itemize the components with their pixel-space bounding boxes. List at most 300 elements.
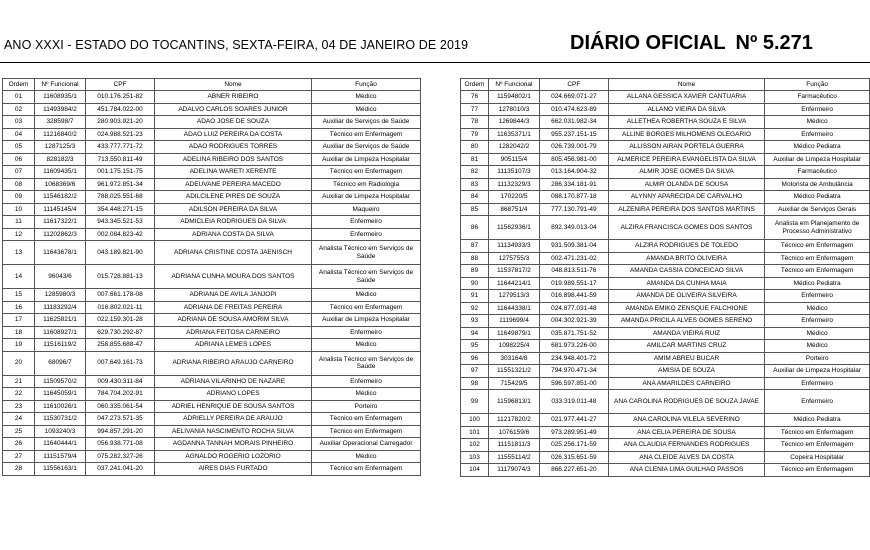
gazette-number: Nº 5.271	[735, 32, 813, 54]
cell-nome: AGNALDO ROGERIO LOZORIO	[155, 450, 312, 463]
cell-cpf: 024.877.031-48	[539, 302, 608, 315]
table-row	[461, 166, 870, 179]
cell-cpf: 004.302.921-39	[539, 315, 608, 328]
table-row	[461, 315, 870, 328]
cell-cpf: 024.669.071-27	[539, 91, 608, 104]
cell-cpf: 280.903.921-20	[86, 116, 155, 129]
cell-cpf: 043.189.821-90	[86, 241, 155, 265]
cell-ordem: 15	[3, 289, 35, 302]
table-header	[461, 79, 870, 91]
cell-nome: AMANDA DA CUNHA MAIA	[608, 277, 764, 290]
cell-ordem: 101	[461, 426, 489, 439]
table-row	[3, 241, 421, 265]
cell-nome: ADRIANA FEITOSA CARNEIRO	[155, 326, 312, 339]
cell-funcional: 1068369/6	[35, 178, 86, 191]
cell-nome: ADRIELLY PEREIRA DE ARAUJO	[155, 413, 312, 426]
table-row	[461, 390, 870, 414]
cell-ordem: 10	[3, 203, 35, 216]
cell-ordem: 90	[461, 277, 489, 290]
cell-funcional: 11151579/4	[35, 450, 86, 463]
cell-funcao: Técnico em Radiologia	[312, 178, 421, 191]
cell-cpf: 258.855.688-47	[86, 339, 155, 352]
cell-nome: ADRIANA CUNHA MOURA DOS SANTOS	[155, 265, 312, 289]
cell-ordem: 85	[461, 203, 489, 216]
cell-cpf: 596.597.851-00	[539, 377, 608, 390]
table-row	[461, 103, 870, 116]
cell-funcional: 11596813/1	[488, 390, 539, 414]
cell-nome: ANA AMARILDES CARNEIRO	[608, 377, 764, 390]
cell-ordem: 16	[3, 301, 35, 314]
cell-ordem: 96	[461, 352, 489, 365]
cell-nome: ANA CAROLINA RODRIGUES DE SOUZA JAVAE	[608, 390, 764, 414]
cell-nome: ABNER RIBEIRO	[155, 91, 312, 104]
cell-funcao: Técnico em Enfermagem	[312, 301, 421, 314]
header-ordem: Ordem	[461, 79, 489, 91]
cell-funcao: Maqueiro	[312, 203, 421, 216]
cell-ordem: 103	[461, 451, 489, 464]
table-row	[3, 203, 421, 216]
cell-funcional: 11610026/1	[35, 400, 86, 413]
header-cpf: CPF	[86, 79, 155, 91]
cell-funcao: Técnico em Enfermagem	[312, 425, 421, 438]
cell-cpf: 037.241.041-20	[86, 463, 155, 476]
cell-funcional: 11608927/1	[35, 326, 86, 339]
cell-funcao: Analista Técnico em Serviços de Saúde	[312, 265, 421, 289]
cell-nome: AGDANNA TANNAH MORAIS PINHEIRO	[155, 438, 312, 451]
cell-ordem: 97	[461, 365, 489, 378]
cell-funcao: Médico Pediatra	[765, 414, 870, 427]
cell-cpf: 026.739.001-79	[539, 141, 608, 154]
cell-ordem: 02	[3, 103, 35, 116]
table-row	[461, 128, 870, 141]
cell-ordem: 86	[461, 216, 489, 240]
cell-funcional: 1076159/6	[488, 426, 539, 439]
cell-ordem: 07	[3, 166, 35, 179]
cell-ordem: 27	[3, 450, 35, 463]
cell-cpf: 354.448.271-15	[86, 203, 155, 216]
cell-cpf: 026.315.651-59	[539, 451, 608, 464]
cell-ordem: 03	[3, 116, 35, 129]
cell-cpf: 013.164.904-32	[539, 166, 608, 179]
cell-funcao: Técnico em Enfermagem	[765, 240, 870, 253]
cell-ordem: 94	[461, 327, 489, 340]
cell-cpf: 022.159.301-28	[86, 314, 155, 327]
cell-funcao: Copeira Hospitalar	[765, 451, 870, 464]
cell-funcao: Auxiliar de Limpeza Hospitalar	[765, 153, 870, 166]
cell-funcao: Enfermeiro	[765, 103, 870, 116]
table-row	[461, 141, 870, 154]
cell-funcao: Analista em Planejamento de Processo Administrativo	[765, 216, 870, 240]
cell-cpf: 943.345.521-53	[86, 216, 155, 229]
table-row	[461, 451, 870, 464]
cell-cpf: 777.130.791-49	[539, 203, 608, 216]
cell-nome: ALZENIRA PEREIRA DOS SANTOS MARTINS	[608, 203, 764, 216]
cell-ordem: 05	[3, 141, 35, 154]
cell-ordem: 26	[3, 438, 35, 451]
cell-ordem: 81	[461, 153, 489, 166]
cell-nome: ADAO RODRIGUES TORRES	[155, 141, 312, 154]
cell-funcao: Médico	[765, 340, 870, 353]
cell-funcional: 11617322/1	[35, 216, 86, 229]
cell-funcao: Médico	[312, 388, 421, 401]
page-header	[0, 28, 870, 58]
header-nome: Nome	[608, 79, 764, 91]
cell-cpf: 007.661.178-08	[86, 289, 155, 302]
table-row	[3, 128, 421, 141]
cell-ordem: 100	[461, 414, 489, 427]
cell-ordem: 24	[3, 413, 35, 426]
cell-cpf: 955.237.151-15	[539, 128, 608, 141]
cell-funcao: Farmacêutico	[765, 166, 870, 179]
cell-funcao: Médico	[312, 289, 421, 302]
cell-ordem: 82	[461, 166, 489, 179]
cell-ordem: 09	[3, 191, 35, 204]
table-row	[461, 153, 870, 166]
cell-nome: AMISIA DE SOUZA	[608, 365, 764, 378]
cell-funcao: Técnico em Enfermagem	[765, 265, 870, 278]
cell-cpf: 713.550.811-49	[86, 153, 155, 166]
cell-cpf: 433.777.771-72	[86, 141, 155, 154]
cell-funcional: 1285980/3	[35, 289, 86, 302]
cell-cpf: 866.227.651-20	[539, 464, 608, 477]
cell-cpf: 019.989.551-17	[539, 277, 608, 290]
cell-funcional: 1282042/2	[488, 141, 539, 154]
table-row	[3, 450, 421, 463]
cell-funcional: 11217820/2	[488, 414, 539, 427]
cell-funcao: Médico	[765, 327, 870, 340]
cell-funcional: 11509570/2	[35, 375, 86, 388]
cell-funcional: 11555114/2	[488, 451, 539, 464]
cell-cpf: 035.871.751-52	[539, 327, 608, 340]
cell-ordem: 93	[461, 315, 489, 328]
header-funcional: Nº Funcional	[35, 79, 86, 91]
cell-funcional: 11562936/1	[488, 216, 539, 240]
cell-funcional: 715429/5	[488, 377, 539, 390]
table-row	[3, 339, 421, 352]
cell-nome: ADAO LUIZ PEREIRA DA COSTA	[155, 128, 312, 141]
table-row	[461, 91, 870, 104]
cell-funcional: 1269844/3	[488, 116, 539, 129]
cell-funcional: 11493984/2	[35, 103, 86, 116]
cell-funcional: 11179074/3	[488, 464, 539, 477]
table-row	[461, 116, 870, 129]
cell-funcional: 11145145/4	[35, 203, 86, 216]
cell-nome: ADALVO CARLOS SOARES JUNIOR	[155, 103, 312, 116]
cell-ordem: 79	[461, 128, 489, 141]
cell-cpf: 961.972.851-34	[86, 178, 155, 191]
cell-funcional: 11608935/1	[35, 91, 86, 104]
cell-funcao: Médico Pediatra	[765, 277, 870, 290]
table-row	[3, 400, 421, 413]
cell-funcao: Técnico em Enfermagem	[765, 464, 870, 477]
cell-funcao: Enfermeiro	[312, 228, 421, 241]
cell-funcional: 828182/3	[35, 153, 86, 166]
table-row	[461, 365, 870, 378]
cell-funcao: Médico Pediatra	[765, 141, 870, 154]
cell-funcao: Enfermeiro	[765, 128, 870, 141]
cell-cpf: 286.334.181-91	[539, 178, 608, 191]
table-row	[3, 265, 421, 289]
cell-funcional: 868751/4	[488, 203, 539, 216]
table-row	[3, 425, 421, 438]
table-row	[461, 265, 870, 278]
cell-cpf: 007.649.161-73	[86, 351, 155, 375]
cell-funcao: Enfermeiro	[312, 375, 421, 388]
cell-funcional: 1275755/3	[488, 252, 539, 265]
table-row	[461, 426, 870, 439]
cell-nome: AMANDA DE OLIVEIRA SILVEIRA	[608, 290, 764, 303]
cell-ordem: 17	[3, 314, 35, 327]
cell-ordem: 14	[3, 265, 35, 289]
cell-funcao: Técnico em Enfermagem	[312, 463, 421, 476]
cell-ordem: 89	[461, 265, 489, 278]
right-column	[460, 78, 870, 477]
cell-nome: AMIM ABREU BUCAR	[608, 352, 764, 365]
cell-nome: ALMIR OLANDA DE SOUSA	[608, 178, 764, 191]
cell-funcional: 1093240/3	[35, 425, 86, 438]
cell-nome: ADILSON PEREIRA DA SILVA	[155, 203, 312, 216]
cell-nome: ADELINA RIBEIRO DOS SANTOS	[155, 153, 312, 166]
table-row	[461, 240, 870, 253]
cell-nome: ANA CLAUDIA FERNANDES RODRIGUES	[608, 439, 764, 452]
cell-funcional: 11645059/1	[35, 388, 86, 401]
table-row	[3, 191, 421, 204]
cell-funcao: Médico	[312, 450, 421, 463]
cell-ordem: 76	[461, 91, 489, 104]
cell-nome: AMILCAR MARTINS CRUZ	[608, 340, 764, 353]
cell-ordem: 91	[461, 290, 489, 303]
cell-cpf: 629.730.292-87	[86, 326, 155, 339]
cell-funcional: 11625821/1	[35, 314, 86, 327]
table-header	[3, 79, 421, 91]
table-row	[3, 91, 421, 104]
cell-funcao: Auxiliar de Limpeza Hospitalar	[765, 365, 870, 378]
cell-funcional: 11530731/2	[35, 413, 86, 426]
cell-nome: ALMIR JOSE GOMES DA SILVA	[608, 166, 764, 179]
cell-funcional: 11649879/1	[488, 327, 539, 340]
table-row	[461, 191, 870, 204]
cell-ordem: 01	[3, 91, 35, 104]
cell-funcao: Médico	[765, 302, 870, 315]
table-row	[461, 340, 870, 353]
cell-nome: ALLETHEA ROBERTHA SOUZA E SILVA	[608, 116, 764, 129]
cell-nome: ADEUVANE PEREIRA MACEDO	[155, 178, 312, 191]
cell-funcional: 11134933/3	[488, 240, 539, 253]
cell-funcao: Enfermeiro	[765, 290, 870, 303]
cell-ordem: 28	[3, 463, 35, 476]
cell-funcional: 11609435/1	[35, 166, 86, 179]
cell-cpf: 010.176.251-82	[86, 91, 155, 104]
cell-funcao: Técnico em Enfermagem	[765, 426, 870, 439]
cell-funcional: 1278010/3	[488, 103, 539, 116]
cell-nome: ADRIANA VILARINHO DE NAZARE	[155, 375, 312, 388]
cell-ordem: 95	[461, 340, 489, 353]
cell-funcional: 11132329/3	[488, 178, 539, 191]
cell-nome: AIRES DIAS FURTADO	[155, 463, 312, 476]
cell-funcional: 11516119/2	[35, 339, 86, 352]
cell-funcao: Auxiliar de Limpeza Hospitalar	[312, 191, 421, 204]
cell-funcao: Auxiliar de Serviços de Saúde	[312, 116, 421, 129]
table-row	[3, 301, 421, 314]
cell-ordem: 88	[461, 252, 489, 265]
cell-cpf: 075.282.327-26	[86, 450, 155, 463]
cell-funcional: 11644214/1	[488, 277, 539, 290]
edition-line: ANO XXXI - ESTADO DO TOCANTINS, SEXTA-FEIRA, 04 DE JANEIRO DE 2019	[4, 38, 469, 52]
cell-funcional: 905115/4	[488, 153, 539, 166]
table-row	[461, 464, 870, 477]
cell-cpf: 009.430.311-84	[86, 375, 155, 388]
cell-funcional: 68096/7	[35, 351, 86, 375]
cell-ordem: 21	[3, 375, 35, 388]
cell-cpf: 681.973.226-00	[539, 340, 608, 353]
table-row	[3, 166, 421, 179]
table-row	[461, 414, 870, 427]
table-row	[3, 216, 421, 229]
table-row	[3, 228, 421, 241]
cell-nome: ADAO JOSE DE SOUZA	[155, 116, 312, 129]
table-row	[3, 116, 421, 129]
cell-cpf: 060.335.061-54	[86, 400, 155, 413]
cell-funcao: Médico	[312, 91, 421, 104]
cell-nome: ALZIRA RODRIGUES DE TOLEDO	[608, 240, 764, 253]
cell-ordem: 98	[461, 377, 489, 390]
cell-nome: ADRIANO LOPES	[155, 388, 312, 401]
cell-ordem: 20	[3, 351, 35, 375]
cell-funcao: Analista Técnico em Serviços de Saúde	[312, 351, 421, 375]
left-column	[2, 78, 421, 476]
cell-cpf: 010.474.623-89	[539, 103, 608, 116]
staff-table-left	[2, 78, 421, 476]
cell-funcao: Enfermeiro	[765, 315, 870, 328]
table-row	[3, 153, 421, 166]
cell-nome: ALLANA GESSICA XAVIER CANTUARIA	[608, 91, 764, 104]
table-row	[3, 375, 421, 388]
table-row	[3, 351, 421, 375]
cell-cpf: 088.170.877-18	[539, 191, 608, 204]
cell-nome: ALMERICE PEREIRA EVANGELISTA DA SILVA	[608, 153, 764, 166]
cell-funcional: 11202862/3	[35, 228, 86, 241]
cell-ordem: 78	[461, 116, 489, 129]
cell-cpf: 662.031.982-34	[539, 116, 608, 129]
header-funcional: Nº Funcional	[488, 79, 539, 91]
cell-ordem: 25	[3, 425, 35, 438]
cell-funcional: 170220/5	[488, 191, 539, 204]
table-row	[3, 413, 421, 426]
table-row	[461, 178, 870, 191]
gazette-title	[570, 32, 813, 55]
cell-funcao: Médico Pediatra	[765, 191, 870, 204]
cell-funcao: Médico	[312, 339, 421, 352]
table-row	[3, 463, 421, 476]
cell-cpf: 931.509.381-04	[539, 240, 608, 253]
cell-ordem: 04	[3, 128, 35, 141]
cell-nome: ADMICLEIA RODRIGUES DA SILVA	[155, 216, 312, 229]
table-row	[3, 103, 421, 116]
cell-nome: ADRIEL HENRIQUE DE SOUSA SANTOS	[155, 400, 312, 413]
table-row	[461, 302, 870, 315]
cell-cpf: 024.988.521-23	[86, 128, 155, 141]
cell-funcional: 11546182/2	[35, 191, 86, 204]
cell-ordem: 23	[3, 400, 35, 413]
cell-funcional: 11135107/3	[488, 166, 539, 179]
header-cpf: CPF	[539, 79, 608, 91]
cell-nome: ADRIANA COSTA DA SILVA	[155, 228, 312, 241]
cell-cpf: 016.802.021-11	[86, 301, 155, 314]
table-row	[461, 277, 870, 290]
cell-nome: AMANDA BRITO OLIVEIRA	[608, 252, 764, 265]
table-row	[3, 289, 421, 302]
table-row	[3, 178, 421, 191]
cell-nome: ALZIRA FRANCISCA GOMES DOS SANTOS	[608, 216, 764, 240]
cell-funcao: Farmacêutico	[765, 91, 870, 104]
cell-funcao: Técnico em Enfermagem	[312, 413, 421, 426]
cell-nome: ADRIANA RIBEIRO ARAUJO CARNEIRO	[155, 351, 312, 375]
cell-ordem: 92	[461, 302, 489, 315]
cell-funcional: 11556163/1	[35, 463, 86, 476]
cell-nome: ALLANO VIEIRA DA SILVA	[608, 103, 764, 116]
cell-ordem: 08	[3, 178, 35, 191]
cell-cpf: 025.256.171-59	[539, 439, 608, 452]
staff-table-right	[460, 78, 870, 477]
header-funcao: Função	[312, 79, 421, 91]
cell-funcional: 1287125/3	[35, 141, 86, 154]
cell-nome: ANA CLENIA LIMA GUILHAO PASSOS	[608, 464, 764, 477]
cell-cpf: 001.175.151-75	[86, 166, 155, 179]
cell-ordem: 104	[461, 464, 489, 477]
header-ordem: Ordem	[3, 79, 35, 91]
cell-ordem: 87	[461, 240, 489, 253]
cell-cpf: 788.025.551-68	[86, 191, 155, 204]
cell-ordem: 83	[461, 178, 489, 191]
cell-cpf: 033.319.011-48	[539, 390, 608, 414]
cell-ordem: 19	[3, 339, 35, 352]
cell-cpf: 016.898.441-59	[539, 290, 608, 303]
cell-funcao: Analista Técnico em Serviços de Saúde	[312, 241, 421, 265]
cell-ordem: 99	[461, 390, 489, 414]
cell-funcional: 96043/6	[35, 265, 86, 289]
cell-cpf: 015.728.881-13	[86, 265, 155, 289]
cell-nome: ADELINA WARETI XERENTE	[155, 166, 312, 179]
cell-funcional: 11551321/2	[488, 365, 539, 378]
cell-funcional: 11151811/3	[488, 439, 539, 452]
cell-funcao: Enfermeiro	[312, 216, 421, 229]
cell-cpf: 784.704.202-91	[86, 388, 155, 401]
cell-nome: AMANDA PRICILA ALVES GOMES SERENO	[608, 315, 764, 328]
cell-ordem: 18	[3, 326, 35, 339]
cell-cpf: 994.857.291-20	[86, 425, 155, 438]
cell-funcional: 328598/7	[35, 116, 86, 129]
cell-nome: ALYNNY APARECIDA DE CARVALHO	[608, 191, 764, 204]
cell-cpf: 234.948.401-72	[539, 352, 608, 365]
table-row	[461, 252, 870, 265]
cell-cpf: 451.784.022-00	[86, 103, 155, 116]
cell-nome: ADRIANA DE AVILA JANJOPI	[155, 289, 312, 302]
table-row	[3, 141, 421, 154]
cell-funcional: 11635371/1	[488, 128, 539, 141]
cell-ordem: 102	[461, 439, 489, 452]
cell-ordem: 80	[461, 141, 489, 154]
cell-funcional: 1098225/4	[488, 340, 539, 353]
cell-cpf: 048.813.511-76	[539, 265, 608, 278]
table-row	[461, 439, 870, 452]
cell-ordem: 77	[461, 103, 489, 116]
cell-cpf: 021.977.441-27	[539, 414, 608, 427]
cell-nome: ADRIANA DE SOUSA AMORIM SILVA	[155, 314, 312, 327]
cell-ordem: 84	[461, 191, 489, 204]
cell-funcional: 1279513/3	[488, 290, 539, 303]
header-nome: Nome	[155, 79, 312, 91]
cell-cpf: 047.273.571-35	[86, 413, 155, 426]
